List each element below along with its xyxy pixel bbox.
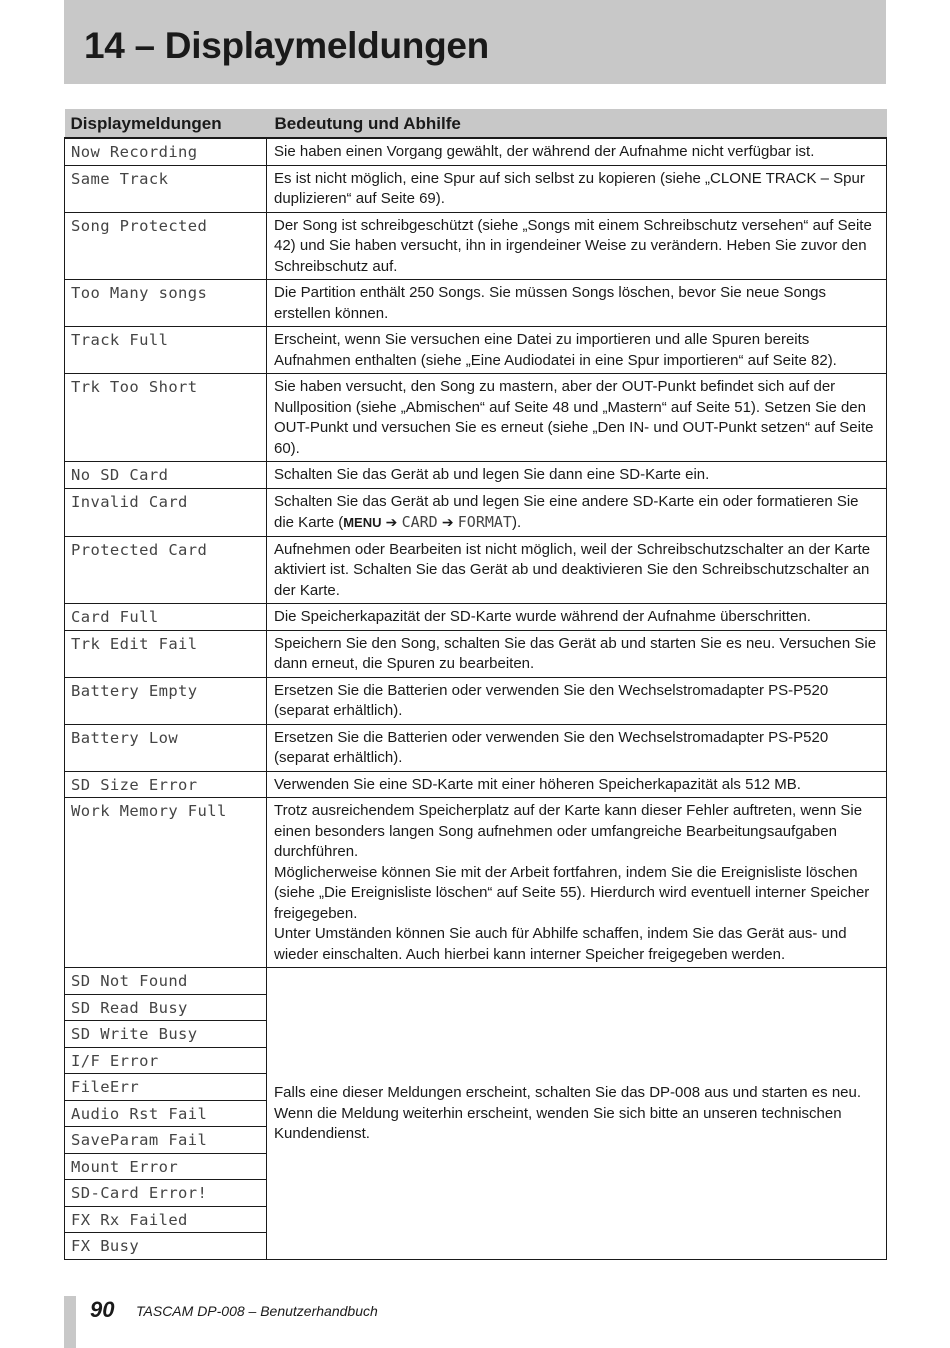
column-header-messages: Displaymeldungen <box>65 109 267 138</box>
message-description: Erscheint, wenn Sie versuchen eine Datei zu importieren und alle Spuren bereits Aufnahmen enthalten (siehe „Eine Audiodatei in eine Spur importieren“ auf Seite 82). <box>267 327 887 374</box>
table-row <box>65 212 887 280</box>
message-code: Work Memory Full <box>65 798 267 968</box>
message-code: SD Read Busy <box>65 994 267 1021</box>
shared-message-description: Falls eine dieser Meldungen erscheint, schalten Sie das DP-008 aus und starten es neu. Wenn die Meldung weiterhin erscheint, wenden Sie sich bitte an unseren technischen Kundendienst. <box>267 968 887 1260</box>
table-row <box>65 138 887 165</box>
message-code: FX Rx Failed <box>65 1206 267 1233</box>
table-row <box>65 630 887 677</box>
table-row <box>65 165 887 212</box>
table-row <box>65 724 887 771</box>
table-row <box>65 280 887 327</box>
table-row <box>65 771 887 798</box>
message-code: No SD Card <box>65 462 267 489</box>
message-code: SD-Card Error! <box>65 1180 267 1207</box>
message-description: Ersetzen Sie die Batterien oder verwenden Sie den Wechselstromadapter PS-P520 (separat erhältlich). <box>267 724 887 771</box>
message-description: Es ist nicht möglich, eine Spur auf sich selbst zu kopieren (siehe „CLONE TRACK – Spur duplizieren“ auf Seite 69). <box>267 165 887 212</box>
message-code: Mount Error <box>65 1153 267 1180</box>
message-code: Track Full <box>65 327 267 374</box>
message-description: Die Speicherkapazität der SD-Karte wurde während der Aufnahme überschritten. <box>267 604 887 631</box>
message-code: I/F Error <box>65 1047 267 1074</box>
message-code: SD Size Error <box>65 771 267 798</box>
message-description: Verwenden Sie eine SD-Karte mit einer höheren Speicherkapazität als 512 MB. <box>267 771 887 798</box>
table-row <box>65 536 887 604</box>
message-code: Too Many songs <box>65 280 267 327</box>
message-code: Trk Edit Fail <box>65 630 267 677</box>
message-code: Invalid Card <box>65 488 267 536</box>
message-code: Same Track <box>65 165 267 212</box>
menu-item-card: CARD <box>401 513 438 531</box>
message-description: Die Partition enthält 250 Songs. Sie müssen Songs löschen, bevor Sie neue Songs erstellen können. <box>267 280 887 327</box>
message-code: SD Not Found <box>65 968 267 995</box>
message-description: Der Song ist schreibgeschützt (siehe „Songs mit einem Schreibschutz versehen“ auf Seite 42) und Sie haben versucht, ihn in irgendeiner Weise zu verändern. Heben Sie zuvor den Schreibschutz auf. <box>267 212 887 280</box>
message-description <box>267 488 887 536</box>
menu-key-label: MENU <box>343 515 382 530</box>
message-description <box>267 798 887 968</box>
message-description: Schalten Sie das Gerät ab und legen Sie dann eine SD-Karte ein. <box>267 462 887 489</box>
message-code: Audio Rst Fail <box>65 1100 267 1127</box>
footer-manual-title: TASCAM DP-008 – Benutzerhandbuch <box>136 1303 378 1319</box>
table-header-row <box>65 109 887 138</box>
table-row <box>65 677 887 724</box>
table-row <box>65 798 887 968</box>
table-row <box>65 374 887 462</box>
message-code: FileErr <box>65 1074 267 1101</box>
arrow-right-icon: ➔ <box>441 514 454 530</box>
table-row <box>65 604 887 631</box>
message-code: Protected Card <box>65 536 267 604</box>
message-description: Aufnehmen oder Bearbeiten ist nicht möglich, weil der Schreibschutzschalter an der Karte aktiviert ist. Schalten Sie das Gerät ab und deaktivieren Sie den Schreibschutzschalter an der Karte. <box>267 536 887 604</box>
chapter-title-bar <box>64 0 886 84</box>
message-code: Trk Too Short <box>65 374 267 462</box>
footer-accent-bar <box>64 1296 76 1348</box>
table-row <box>65 968 887 995</box>
menu-item-format: FORMAT <box>457 513 512 531</box>
description-text: Schalten Sie das Gerät ab und legen Sie eine andere SD-Karte ein oder formatieren Sie die Karte ( <box>274 492 859 531</box>
message-code: Battery Empty <box>65 677 267 724</box>
description-paragraph: Trotz ausreichendem Speicherplatz auf der Karte kann dieser Fehler auftreten, wenn Sie einen besonders langen Song aufnehmen oder umfangreiche Bearbeitungsaufgaben durchführen. <box>274 802 863 860</box>
message-description: Sie haben versucht, den Song zu mastern, aber der OUT-Punkt befindet sich auf der Nullposition (siehe „Abmischen“ auf Seite 48 und „Mastern“ auf Seite 51). Setzen Sie den OUT-Punkt und versuchen Sie es erneut (siehe „Den IN- und OUT-Punkt setzen“ auf Seite 60). <box>267 374 887 462</box>
message-code: SD Write Busy <box>65 1021 267 1048</box>
message-code: FX Busy <box>65 1233 267 1260</box>
description-paragraph: Möglicherweise können Sie mit der Arbeit fortfahren, indem Sie die Ereignisliste löschen (siehe „Die Ereignisliste löschen“ auf Seite 55). Hierdurch wird eventuell interner Speicher freigegeben. <box>274 863 870 922</box>
arrow-right-icon: ➔ <box>385 514 398 530</box>
column-header-meaning: Bedeutung und Abhilfe <box>267 109 887 138</box>
page-title: 14 – Displaymeldungen <box>84 25 489 66</box>
message-description: Speichern Sie den Song, schalten Sie das Gerät ab und starten Sie es neu. Versuchen Sie dann erneut, die Spuren zu bearbeiten. <box>267 630 887 677</box>
table-row <box>65 327 887 374</box>
message-description: Sie haben einen Vorgang gewählt, der während der Aufnahme nicht verfügbar ist. <box>267 138 887 165</box>
message-code: Battery Low <box>65 724 267 771</box>
table-row <box>65 488 887 536</box>
message-description: Ersetzen Sie die Batterien oder verwenden Sie den Wechselstromadapter PS-P520 (separat erhältlich). <box>267 677 887 724</box>
description-text-end: ). <box>511 514 522 531</box>
table-row <box>65 462 887 489</box>
display-messages-table <box>64 109 887 1260</box>
page-number: 90 <box>90 1297 115 1322</box>
message-code: Song Protected <box>65 212 267 280</box>
description-paragraph: Unter Umständen können Sie auch für Abhilfe schaffen, indem Sie das Gerät aus- und wieder einschalten. Auch hierbei kann interner Speicher freigegeben werden. <box>274 925 847 963</box>
message-code: Now Recording <box>65 138 267 165</box>
message-code: Card Full <box>65 604 267 631</box>
message-code: SaveParam Fail <box>65 1127 267 1154</box>
